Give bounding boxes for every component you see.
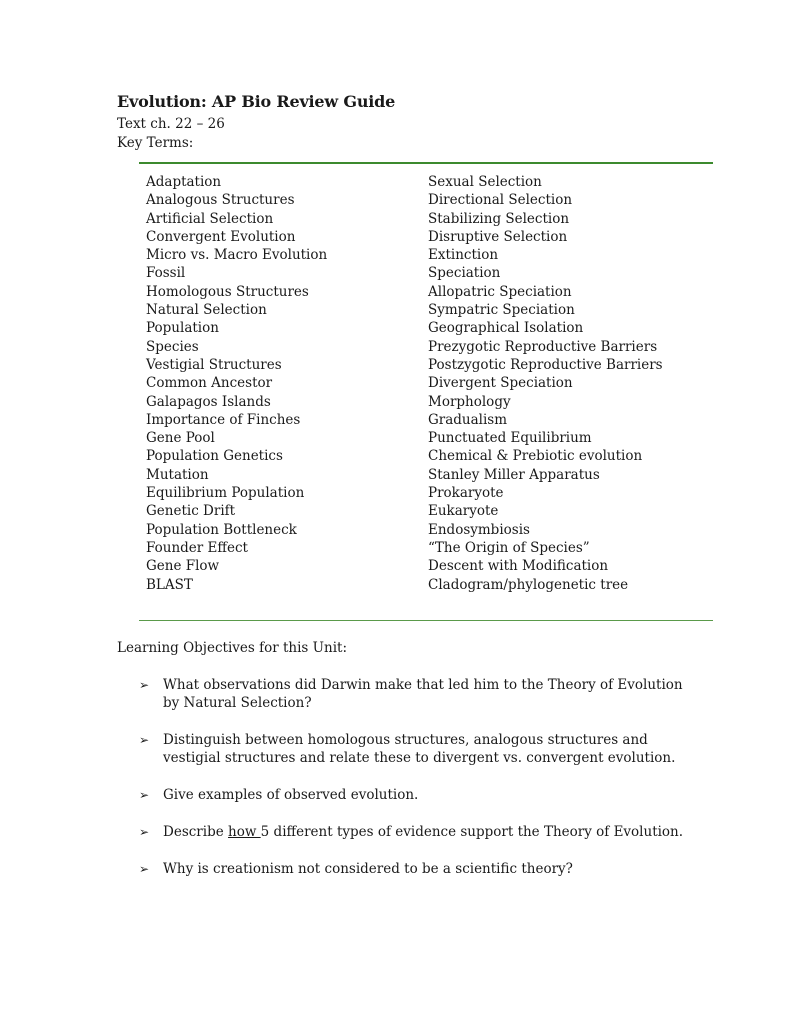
key-term: Gene Pool bbox=[146, 430, 215, 447]
key-terms-left-column bbox=[146, 173, 327, 594]
key-term: Founder Effect bbox=[146, 539, 248, 556]
underlined-word: how bbox=[228, 823, 261, 840]
key-term: Directional Selection bbox=[428, 192, 573, 209]
key-term: Population bbox=[146, 320, 219, 337]
key-term: Genetic Drift bbox=[146, 503, 236, 520]
key-term: Population Genetics bbox=[146, 448, 283, 465]
key-term: Convergent Evolution bbox=[146, 228, 296, 245]
key-term: “The Origin of Species” bbox=[428, 539, 590, 556]
objective-item bbox=[139, 860, 699, 878]
key-term: Gene Flow bbox=[146, 558, 220, 575]
key-term: Prokaryote bbox=[428, 485, 504, 502]
text-chapter-reference: Text ch. 22 – 26 bbox=[117, 116, 225, 132]
arrowhead-bullet-icon: ➢ bbox=[139, 824, 150, 839]
objective-text: What observations did Darwin make that led him to the Theory of Evolution by Natural Selection? bbox=[163, 677, 683, 712]
objective-item bbox=[139, 823, 699, 841]
key-term: Galapagos Islands bbox=[146, 393, 271, 410]
key-term: Micro vs. Macro Evolution bbox=[146, 247, 328, 264]
learning-objectives-list bbox=[139, 676, 699, 897]
key-term: BLAST bbox=[146, 576, 193, 593]
objective-item bbox=[139, 676, 699, 713]
key-term: Natural Selection bbox=[146, 302, 267, 319]
objective-item bbox=[139, 731, 699, 768]
key-term: Sympatric Speciation bbox=[428, 302, 575, 319]
key-term: Artificial Selection bbox=[146, 210, 274, 227]
key-term: Punctuated Equilibrium bbox=[428, 430, 592, 447]
key-term: Descent with Modification bbox=[428, 558, 609, 575]
key-terms-label: Key Terms: bbox=[117, 135, 194, 151]
objective-text: Distinguish between homologous structures, analogous structures and vestigial structures and relate these to divergent vs. convergent evolution. bbox=[163, 732, 676, 767]
key-term: Population Bottleneck bbox=[146, 521, 297, 538]
key-term: Equilibrium Population bbox=[146, 485, 305, 502]
arrowhead-bullet-icon: ➢ bbox=[139, 861, 150, 876]
key-term: Mutation bbox=[146, 466, 209, 483]
key-term: Species bbox=[146, 338, 199, 355]
key-term: Stanley Miller Apparatus bbox=[428, 466, 600, 483]
key-term: Eukaryote bbox=[428, 503, 499, 520]
objective-text-end: 5 different types of evidence support the Theory of Evolution. bbox=[260, 823, 684, 840]
key-terms-right-column bbox=[428, 173, 663, 594]
key-term: Homologous Structures bbox=[146, 283, 309, 300]
objective-text-start: Describe bbox=[163, 823, 228, 840]
key-term: Disruptive Selection bbox=[428, 228, 568, 245]
key-term: Extinction bbox=[428, 247, 499, 264]
key-term: Postzygotic Reproductive Barriers bbox=[428, 356, 663, 373]
arrowhead-bullet-icon: ➢ bbox=[139, 733, 150, 748]
bottom-divider bbox=[139, 620, 713, 621]
key-term: Speciation bbox=[428, 265, 501, 282]
key-term: Geographical Isolation bbox=[428, 320, 584, 337]
key-term: Chemical & Prebiotic evolution bbox=[428, 448, 643, 465]
objective-text: Why is creationism not considered to be a scientific theory? bbox=[163, 860, 573, 877]
arrowhead-bullet-icon: ➢ bbox=[139, 788, 150, 803]
key-term: Fossil bbox=[146, 265, 186, 282]
objective-item bbox=[139, 786, 699, 804]
key-term: Analogous Structures bbox=[146, 192, 295, 209]
key-term: Stabilizing Selection bbox=[428, 210, 570, 227]
key-term: Morphology bbox=[428, 393, 511, 410]
key-term: Endosymbiosis bbox=[428, 521, 530, 538]
top-divider bbox=[139, 162, 713, 164]
key-term: Common Ancestor bbox=[146, 375, 273, 392]
arrowhead-bullet-icon: ➢ bbox=[139, 678, 150, 692]
key-term: Adaptation bbox=[146, 174, 222, 190]
key-term: Importance of Finches bbox=[146, 411, 301, 428]
objective-text bbox=[163, 824, 683, 840]
key-term: Vestigial Structures bbox=[146, 356, 282, 373]
learning-objectives-heading: Learning Objectives for this Unit: bbox=[117, 640, 348, 656]
page-title: Evolution: AP Bio Review Guide bbox=[117, 92, 396, 111]
key-term: Prezygotic Reproductive Barriers bbox=[428, 338, 658, 355]
key-term: Sexual Selection bbox=[428, 174, 542, 190]
key-term: Divergent Speciation bbox=[428, 375, 573, 392]
key-term: Gradualism bbox=[428, 411, 508, 428]
key-term: Cladogram/phylogenetic tree bbox=[428, 576, 629, 593]
key-term: Allopatric Speciation bbox=[428, 283, 572, 300]
objective-text: Give examples of observed evolution. bbox=[163, 787, 419, 804]
